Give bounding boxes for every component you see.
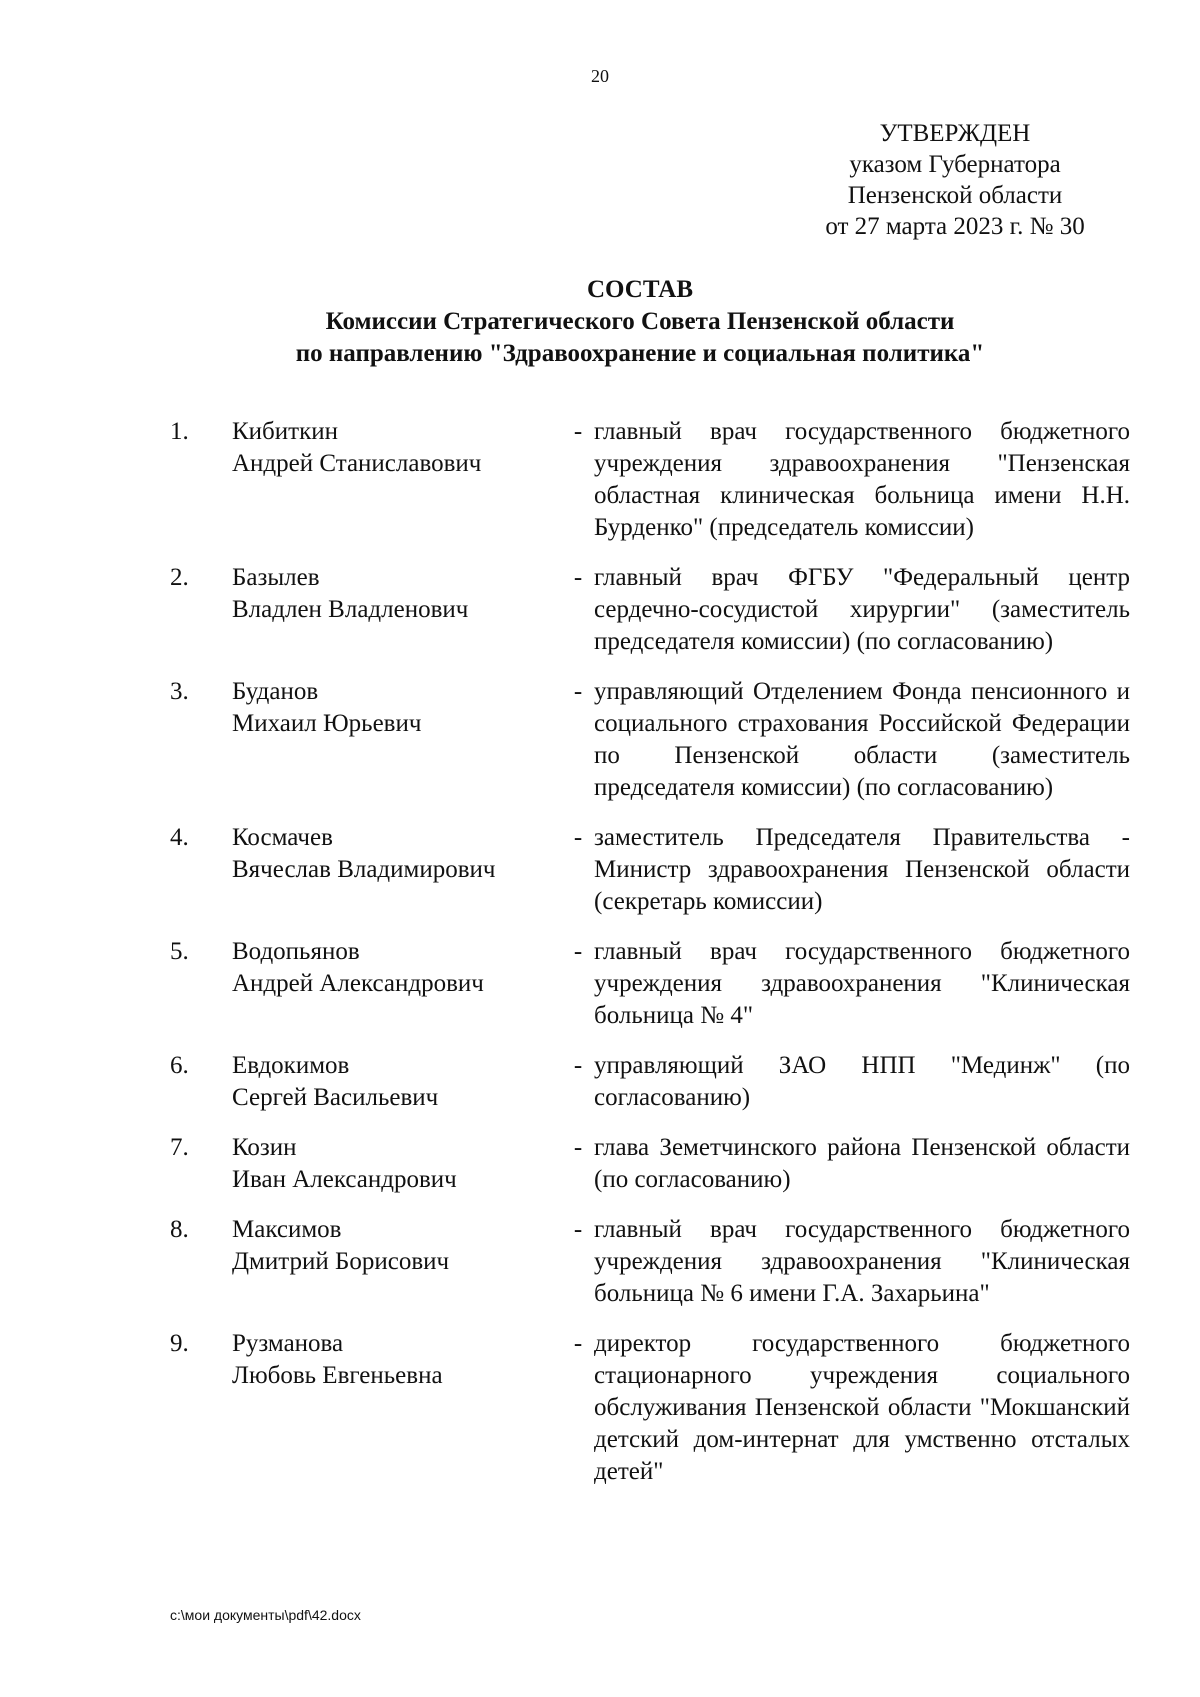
page-number: 20: [591, 66, 609, 86]
member-name: [232, 676, 562, 740]
member-surname: Евдокимов: [232, 1052, 350, 1079]
member-surname: Козин: [232, 1134, 297, 1161]
member-number: 6.: [170, 1052, 189, 1079]
member-number: 2.: [170, 564, 189, 591]
member-surname: Рузманова: [232, 1330, 344, 1357]
member-given-name: Дмитрий Борисович: [232, 1248, 450, 1275]
member-given-name: Любовь Евгеньевна: [232, 1362, 443, 1389]
document-heading: [150, 274, 1130, 370]
member-name: [232, 822, 562, 886]
member-given-name: Михаил Юрьевич: [232, 710, 422, 737]
member-name: [232, 936, 562, 1000]
approval-stamp: [790, 118, 1120, 242]
approval-decree: указом Губернатора: [849, 151, 1061, 178]
member-name: [232, 1328, 562, 1392]
member-row: [170, 416, 1130, 544]
member-surname: Кибиткин: [232, 418, 338, 445]
member-row: [170, 1328, 1130, 1488]
member-dash: -: [573, 678, 583, 705]
member-number: 3.: [170, 678, 189, 705]
member-given-name: Владлен Владленович: [232, 596, 469, 623]
member-name: [232, 562, 562, 626]
member-surname: Максимов: [232, 1216, 342, 1243]
member-given-name: Андрей Станиславович: [232, 450, 482, 477]
member-role: директор государственного бюджетного стационарного учреждения социального обслуживания Пензенской области "Мокшанский детский дом-интернат для умственно отсталых детей": [594, 1330, 1130, 1485]
member-name: [232, 1050, 562, 1114]
member-row: [170, 676, 1130, 804]
member-role: управляющий ЗАО НПП "Мединж" (по согласованию): [594, 1052, 1130, 1111]
heading-commission: Комиссии Стратегического Совета Пензенской области: [325, 308, 955, 335]
member-dash: -: [573, 564, 583, 591]
member-surname: Водопьянов: [232, 938, 360, 965]
approval-date: от 27 марта 2023 г. № 30: [825, 213, 1085, 240]
member-row: [170, 936, 1130, 1032]
member-dash: -: [573, 1134, 583, 1161]
approval-title: УТВЕРЖДЕН: [879, 120, 1031, 147]
member-dash: -: [573, 1216, 583, 1243]
member-row: [170, 1214, 1130, 1310]
member-name: [232, 416, 562, 480]
member-number: 5.: [170, 938, 189, 965]
member-row: [170, 562, 1130, 658]
member-number: 1.: [170, 418, 189, 445]
member-given-name: Вячеслав Владимирович: [232, 856, 496, 883]
heading-direction: по направлению "Здравоохранение и социальная политика": [295, 340, 985, 367]
member-name: [232, 1132, 562, 1196]
member-number: 7.: [170, 1134, 189, 1161]
member-surname: Буданов: [232, 678, 319, 705]
member-role: главный врач ФГБУ "Федеральный центр сердечно-сосудистой хирургии" (заместитель председателя комиссии) (по согласованию): [594, 564, 1130, 655]
member-dash: -: [573, 938, 583, 965]
member-dash: -: [573, 824, 583, 851]
member-surname: Космачев: [232, 824, 333, 851]
member-name: [232, 1214, 562, 1278]
member-role: заместитель Председателя Правительства - Министр здравоохранения Пензенской области (секретарь комиссии): [594, 824, 1130, 915]
member-row: [170, 822, 1130, 918]
member-role: главный врач государственного бюджетного учреждения здравоохранения "Клиническая больница № 4": [594, 938, 1130, 1029]
approval-region: Пензенской области: [847, 182, 1063, 209]
member-role: главный врач государственного бюджетного учреждения здравоохранения "Пензенская областная клиническая больница имени Н.Н. Бурденко" (председатель комиссии): [594, 418, 1130, 541]
member-surname: Базылев: [232, 564, 320, 591]
member-row: [170, 1132, 1130, 1196]
member-given-name: Иван Александрович: [232, 1166, 457, 1193]
member-given-name: Андрей Александрович: [232, 970, 484, 997]
members-list: [170, 416, 1130, 1488]
file-path-footer: c:\мои документы\pdf\42.docx: [170, 1607, 361, 1623]
member-given-name: Сергей Васильевич: [232, 1084, 439, 1111]
member-dash: -: [573, 1330, 583, 1357]
member-dash: -: [573, 1052, 583, 1079]
member-role: главный врач государственного бюджетного учреждения здравоохранения "Клиническая больница № 6 имени Г.А. Захарьина": [594, 1216, 1130, 1307]
heading-title: СОСТАВ: [586, 276, 694, 303]
member-role: управляющий Отделением Фонда пенсионного и социального страхования Российской Федерации по Пензенской области (заместитель председателя комиссии) (по согласованию): [594, 678, 1130, 801]
member-row: [170, 1050, 1130, 1114]
member-number: 9.: [170, 1330, 189, 1357]
member-number: 8.: [170, 1216, 189, 1243]
member-dash: -: [573, 418, 583, 445]
member-role: глава Земетчинского района Пензенской области (по согласованию): [594, 1134, 1130, 1193]
member-number: 4.: [170, 824, 189, 851]
